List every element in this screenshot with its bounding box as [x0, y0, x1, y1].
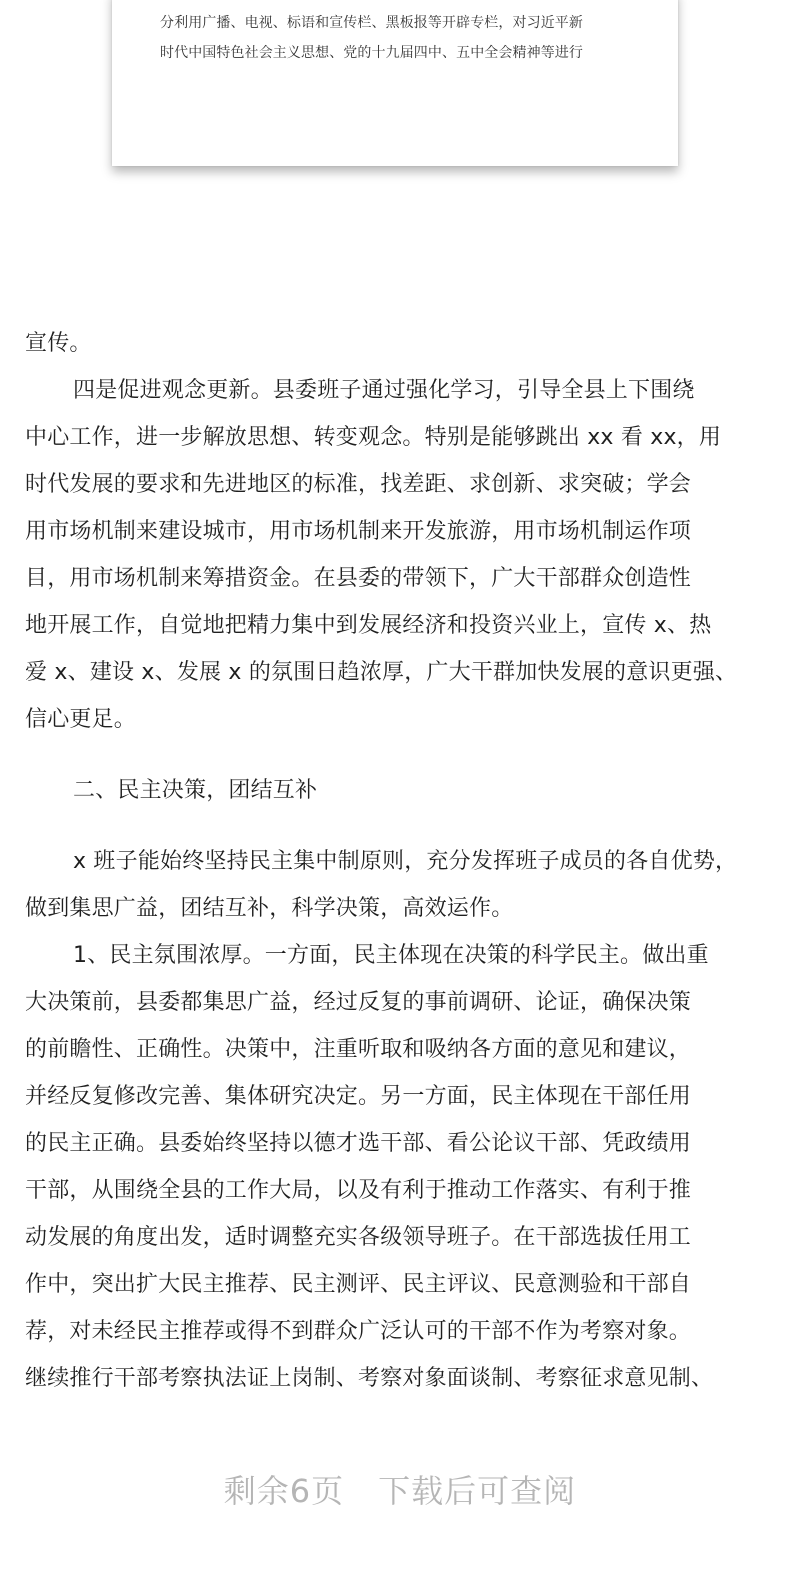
paragraph-line: 的民主正确。县委始终坚持以德才选干部、看公论议干部、凭政绩用: [25, 1131, 692, 1156]
paragraph-line: 并经反复修改完善、集体研究决定。另一方面，民主体现在干部任用: [25, 1084, 692, 1109]
paragraph-line: 1、民主氛围浓厚。一方面，民主体现在决策的科学民主。做出重: [73, 943, 709, 968]
paragraph-line: 用市场机制来建设城市，用市场机制来开发旅游，用市场机制运作项: [25, 519, 692, 544]
preview-text: [160, 0, 648, 68]
paragraph-line: 中心工作，进一步解放思想、转变观念。特别是能够跳出 xx 看 xx，用: [25, 425, 722, 450]
paragraph-concept-update: [25, 367, 775, 743]
paragraph-line: x 班子能始终坚持民主集中制原则，充分发挥班子成员的各自优势，: [73, 849, 738, 874]
paragraph-line: 干部，从围绕全县的工作大局，以及有利于推动工作落实、有利于推: [25, 1178, 692, 1203]
paragraph-line: 宣传。: [25, 331, 92, 356]
preview-page-card: [112, 0, 678, 166]
preview-line: 分利用广播、电视、标语和宣传栏、黑板报等开辟专栏，对习近平新: [160, 15, 583, 31]
paragraph-line: 继续推行干部考察执法证上岗制、考察对象面谈制、考察征求意见制、: [25, 1366, 714, 1391]
preview-line: [160, 0, 648, 8]
download-prompt[interactable]: [0, 1466, 800, 1512]
paragraph-line: 做到集思广益，团结互补，科学决策，高效运作。: [25, 896, 514, 921]
remaining-pages-label: 剩余6页: [223, 1472, 345, 1510]
paragraph-democratic-centralism: [25, 838, 775, 932]
paragraph-line: 目，用市场机制来筹措资金。在县委的带领下，广大干部群众创造性: [25, 566, 692, 591]
paragraph-line: 荐，对未经民主推荐或得不到群众广泛认可的干部不作为考察对象。: [25, 1319, 692, 1344]
paragraph-line: 动发展的角度出发，适时调整充实各级领导班子。在干部选拔任用工: [25, 1225, 692, 1250]
paragraph-democratic-atmosphere: [25, 932, 775, 1402]
paragraph-line: 时代发展的要求和先进地区的标准，找差距、求创新、求突破；学会: [25, 472, 692, 497]
paragraph-line: 大决策前，县委都集思广益，经过反复的事前调研、论证，确保决策: [25, 990, 692, 1015]
download-to-view-label: 下载后可查阅: [378, 1472, 577, 1510]
section-heading: 二、民主决策，团结互补: [73, 778, 318, 803]
paragraph-line: 信心更足。: [25, 707, 137, 732]
paragraph-line: 四是促进观念更新。县委班子通过强化学习，引导全县上下围绕: [73, 378, 695, 403]
paragraph-line: 的前瞻性、正确性。决策中，注重听取和吸纳各方面的意见和建议，: [25, 1037, 692, 1062]
paragraph-line: 地开展工作，自觉地把精力集中到发展经济和投资兴业上，宣传 x、热: [25, 613, 712, 638]
paragraph-line: 爱 x、建设 x、发展 x 的氛围日趋浓厚，广大干群加快发展的意识更强、: [25, 660, 738, 685]
document-body: [25, 320, 775, 1402]
paragraph-line: 作中，突出扩大民主推荐、民主测评、民主评议、民意测验和干部自: [25, 1272, 692, 1297]
preview-line: 时代中国特色社会主义思想、党的十九届四中、五中全会精神等进行: [160, 45, 583, 61]
